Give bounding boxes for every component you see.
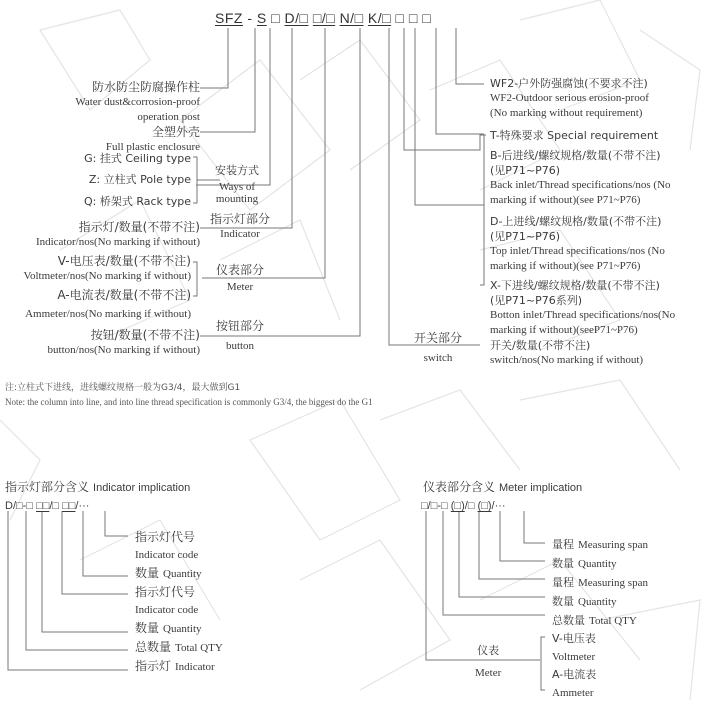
wf2-en2: (No marking without requirement): [490, 107, 643, 119]
indicator-en: Indicator/nos(No marking if without): [35, 236, 200, 248]
button-cn: 按钮/数量(不带不注): [90, 328, 200, 342]
label-wf2: [490, 76, 649, 121]
met-code-span2: (□): [477, 500, 492, 512]
code-indicator: D/□: [284, 10, 309, 26]
label-back-inlet: [490, 148, 671, 208]
ind-code-code1: □□: [36, 500, 50, 512]
note-cn: 注:立柱式下进线，进线螺纹规格一般为G3/4，最大做到G1: [5, 383, 241, 393]
met-item-total: 总数量 Total QTY: [552, 614, 637, 627]
code-meter: □/□: [312, 10, 336, 26]
label-voltmeter: [23, 254, 191, 284]
code-switch: K/□: [367, 10, 392, 26]
ind-code-dash: -: [22, 500, 27, 512]
mount-pole: Z: 立柱式 Pole type: [88, 173, 191, 186]
group-switch-cn: 开关部分: [414, 331, 463, 345]
met-code-more: /···: [491, 500, 506, 512]
ind-code-slash: /: [49, 500, 53, 512]
ind-code-qty: □: [26, 500, 33, 512]
indicator-cn: 指示灯/数量(不带不注): [78, 220, 200, 234]
met-code-total: □: [430, 500, 438, 512]
back-inlet-en2: marking if without)(see P71~P76): [490, 194, 641, 206]
operation-post-en1: Water dust&corrosion-proof: [75, 96, 200, 108]
meter-label-cn: 仪表: [477, 644, 500, 657]
indicator-title-cn: 指示灯部分含义: [5, 480, 90, 494]
enclosure-en: Full plastic enclosure: [105, 141, 200, 153]
wf2-cn: WF2-户外防强腐蚀(不要求不注): [490, 77, 648, 90]
group-button-en: button: [225, 340, 255, 352]
met-code-slash2: /: [464, 500, 468, 512]
met-code-meter: □: [421, 500, 428, 512]
group-switch-en: switch: [423, 352, 453, 364]
group-mounting: [215, 165, 259, 205]
met-code-qty2: □: [467, 500, 475, 512]
code-s: S: [256, 10, 267, 26]
group-indicator-cn: 指示灯部分: [210, 212, 271, 226]
label-switch: [490, 338, 643, 368]
met-item-span2: 量程 Measuring span: [552, 538, 648, 551]
bottom-inlet-en2: marking if without)(seeP71~P76): [490, 324, 638, 336]
mount-ceiling: G: 挂式 Ceiling type: [84, 152, 191, 165]
indicator-items: [135, 528, 223, 676]
operation-post-en2: operation post: [137, 111, 200, 123]
switch-cn: 开关/数量(不带不注): [490, 339, 591, 352]
code-dash: -: [247, 10, 253, 26]
label-top-inlet: [490, 214, 665, 274]
ind-code-code2: □□: [62, 500, 76, 512]
top-inlet-ref: (见P71~P76): [490, 230, 561, 243]
voltmeter-cn: V-电压表/数量(不带不注): [57, 254, 191, 268]
note-en: Note: the column into line, and into line thread specification is commonly G3/4, the biggest do the G1: [5, 397, 373, 407]
code-button: N/□: [339, 10, 364, 26]
meter-label: [475, 640, 501, 684]
label-ammeter: [25, 288, 191, 322]
meter-implication-title: [423, 478, 582, 496]
ind-code-d: D/: [5, 500, 16, 512]
ind-code-more: /···: [75, 500, 90, 512]
label-special: T-特殊要求 Special requirement: [490, 129, 659, 142]
met-code-slash1: /: [427, 500, 431, 512]
indicator-code: [5, 500, 89, 512]
code-mount: □: [271, 10, 281, 26]
code-inlet: □: [395, 10, 405, 26]
met-code-qty: □: [441, 500, 448, 512]
group-button-cn: 按钮部分: [216, 319, 265, 333]
code-sfz: SFZ: [215, 10, 243, 26]
group-meter: [216, 262, 264, 296]
label-button: [48, 328, 200, 358]
meter-title-cn: 仪表部分含义: [423, 480, 496, 494]
label-indicator: [36, 220, 200, 250]
label-operation-post: [75, 80, 200, 125]
mounting-cn: 安装方式: [215, 164, 259, 177]
back-inlet-ref: (见P71~P76): [490, 164, 561, 177]
ind-item-code1: 指示灯代号: [135, 585, 196, 599]
bottom-inlet-en1: Botton inlet/Thread specifications/nos(No: [490, 309, 676, 321]
met-code-dash: -: [437, 500, 442, 512]
met-type-voltmeter-cn: V-电压表: [552, 632, 596, 645]
ind-item-qty1: 数量 Quantity: [135, 621, 202, 635]
button-en: button/nos(No marking if without): [47, 344, 200, 356]
code-special: □: [408, 10, 418, 26]
met-type-ammeter-cn: A-电流表: [552, 668, 597, 681]
switch-en: switch/nos(No marking if without): [490, 354, 644, 366]
top-inlet-en2: marking if without)(see P71~P76): [490, 260, 641, 272]
back-inlet-en1: Back inlet/Thread specifications/nos (No: [490, 179, 671, 191]
top-inlet-cn: D-上进线/螺纹规格/数量(不带不注): [490, 215, 662, 228]
met-item-span1: 量程 Measuring span: [552, 576, 648, 589]
ind-item-indicator: 指示灯 Indicator: [135, 659, 215, 673]
ind-item-code2: 指示灯代号: [135, 530, 196, 544]
note: [5, 381, 373, 409]
group-indicator: [210, 212, 270, 242]
group-meter-en: Meter: [226, 281, 254, 293]
enclosure-cn: 全塑外壳: [151, 125, 200, 139]
back-inlet-cn: B-后进线/螺纹规格/数量(不带不注): [490, 149, 661, 162]
indicator-title-en: Indicator implication: [93, 482, 191, 494]
ammeter-en: Ammeter/nos(No marking if without): [25, 308, 191, 320]
met-type-ammeter-en: Ammeter: [552, 687, 594, 699]
voltmeter-en: Voltmeter/nos(No marking if without): [23, 270, 191, 282]
meter-items: [552, 535, 648, 702]
top-inlet-en1: Top inlet/Thread specifications/nos (No: [490, 245, 665, 257]
group-button: [216, 316, 264, 356]
mount-rack: Q: 桥架式 Rack type: [84, 195, 191, 208]
wf2-en1: WF2-Outdoor serious erosion-proof: [490, 92, 649, 104]
meter-title-en: Meter implication: [499, 482, 583, 494]
met-item-qty1: 数量 Quantity: [552, 595, 617, 608]
ind-code-qty2: □: [52, 500, 60, 512]
ind-code-total: □: [16, 500, 23, 512]
operation-post-cn: 防水防尘防腐操作柱: [91, 80, 200, 94]
model-code: [215, 10, 431, 26]
group-switch: [414, 328, 462, 368]
ind-item-code1-en: Indicator code: [135, 604, 199, 616]
bottom-inlet-cn: X-下进线/螺纹规格/数量(不带不注): [490, 279, 660, 292]
ammeter-cn: A-电流表/数量(不带不注): [57, 288, 191, 302]
met-code-span1: (□): [450, 500, 465, 512]
ind-item-code2-en: Indicator code: [135, 549, 199, 561]
code-wf2: □: [422, 10, 432, 26]
bottom-inlet-ref: (见P71~P76系列): [490, 294, 583, 307]
label-bottom-inlet: [490, 278, 675, 338]
mounting-en1: Ways of: [218, 181, 256, 193]
met-type-voltmeter-en: Voltmeter: [552, 651, 596, 663]
ind-item-total: 总数量 Total QTY: [135, 640, 223, 654]
ind-item-qty2: 数量 Quantity: [135, 566, 202, 580]
mounting-en2: mounting: [215, 193, 259, 205]
indicator-implication-title: [5, 478, 190, 496]
met-item-qty2: 数量 Quantity: [552, 557, 617, 570]
group-indicator-en: Indicator: [220, 228, 260, 240]
group-meter-cn: 仪表部分: [216, 263, 265, 277]
meter-code: [421, 500, 506, 512]
meter-label-en: Meter: [475, 667, 502, 679]
